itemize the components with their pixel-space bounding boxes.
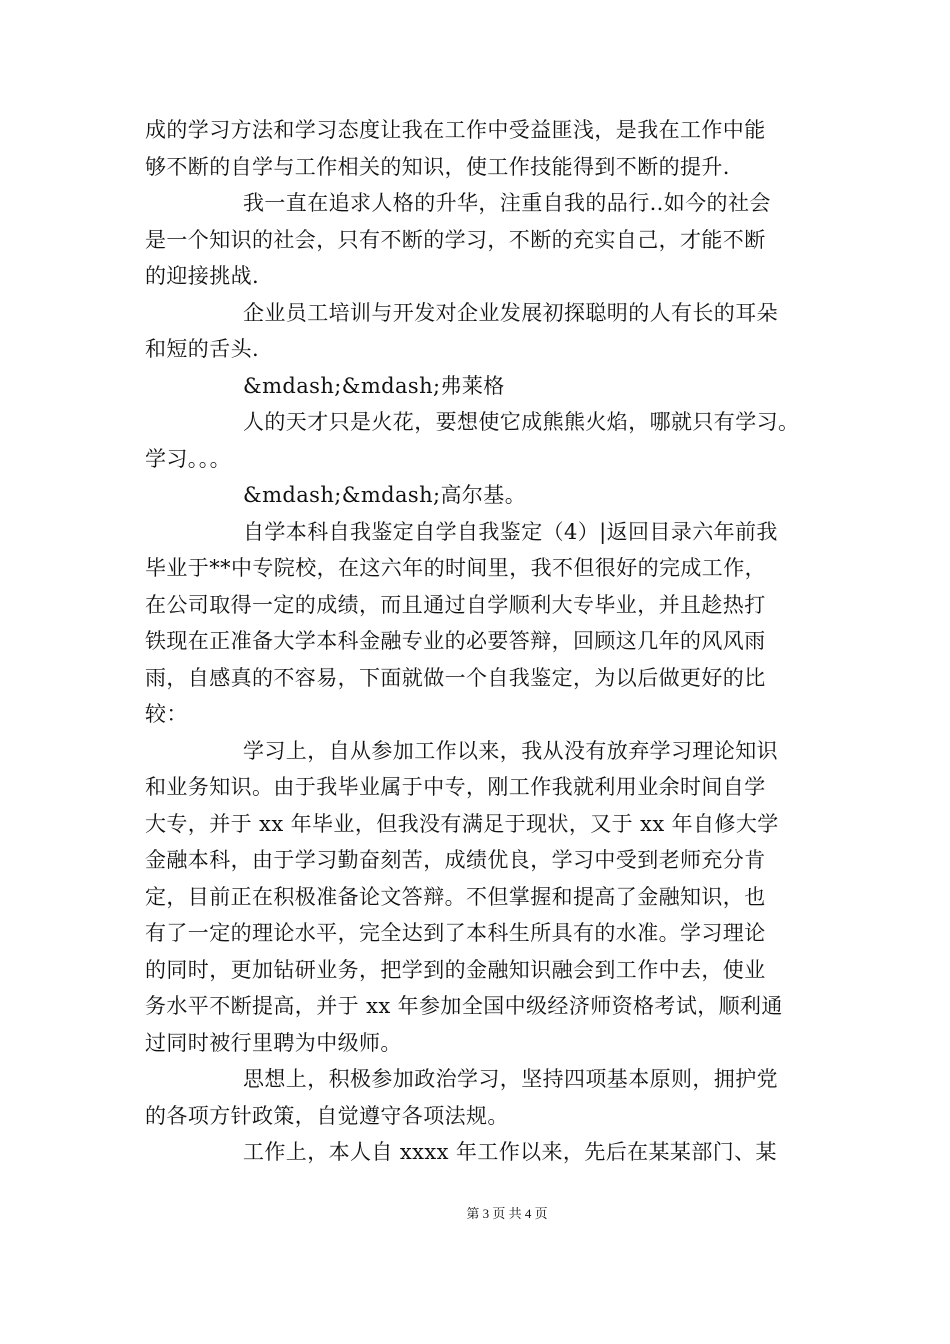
- text-line: 的各项方针政策，自觉遵守各项法规。: [145, 1103, 509, 1128]
- body-text: [145, 112, 810, 1171]
- text-line: 铁现在正准备大学本科金融专业的必要答辩，回顾这几年的风风雨: [145, 629, 766, 653]
- text-line: 自学本科自我鉴定自学自我鉴定（4）|返回目录六年前我: [243, 519, 778, 544]
- text-line: 企业员工培训与开发对企业发展初探聪明的人有长的耳朵: [243, 300, 778, 325]
- text-line: 金融本科，由于学习勤奋刻苦，成绩优良，学习中受到老师充分肯: [145, 848, 766, 872]
- text-line: 和短的舌头.: [145, 337, 260, 361]
- text-line: 雨，自感真的不容易，下面就做一个自我鉴定，为以后做更好的比: [145, 665, 766, 690]
- text-line: 人的天才只是火花，要想使它成熊熊火焰，哪就只有学习。: [243, 410, 800, 434]
- text-line: 过同时被行里聘为中级师。: [145, 1030, 402, 1055]
- text-line: 的同时，更加钻研业务，把学到的金融知识融会到工作中去，使业: [145, 957, 766, 982]
- text-line: 够不断的自学与工作相关的知识，使工作技能得到不断的提升.: [145, 154, 730, 179]
- page-footer: 第 3 页 共 4 页: [466, 1206, 548, 1221]
- text-line: 思想上，积极参加政治学习，坚持四项基本原则，拥护党: [243, 1067, 778, 1091]
- text-line: 和业务知识。由于我毕业属于中专，刚工作我就利用业余时间自学: [145, 775, 766, 799]
- text-line: 务水平不断提高，并于 xx 年参加全国中级经济师资格考试，顺利通: [145, 994, 783, 1018]
- text-line: &mdash;&mdash;弗莱格: [243, 373, 505, 398]
- text-line: 学习。。。: [145, 446, 231, 471]
- text-line: 是一个知识的社会，只有不断的学习，不断的充实自己，才能不断: [145, 227, 766, 252]
- text-line: 定，目前正在积极准备论文答辩。不但掌握和提高了金融知识，也: [145, 884, 766, 909]
- text-line: 的迎接挑战.: [145, 264, 260, 288]
- text-line: 工作上，本人自 xxxx 年工作以来，先后在某某部门、某: [243, 1140, 777, 1164]
- text-line: &mdash;&mdash;高尔基。: [243, 483, 527, 507]
- text-line: 我一直在追求人格的升华，注重自我的品行..如今的社会: [243, 191, 771, 215]
- text-line: 学习上，自从参加工作以来，我从没有放弃学习理论知识: [243, 738, 778, 763]
- text-line: 毕业于**中专院校，在这六年的时间里，我不但很好的完成工作，: [145, 556, 766, 580]
- text-line: 有了一定的理论水平，完全达到了本科生所具有的水准。学习理论: [145, 921, 766, 945]
- text-line: 成的学习方法和学习态度让我在工作中受益匪浅，是我在工作中能: [145, 118, 766, 142]
- text-line: 在公司取得一定的成绩，而且通过自学顺利大专毕业，并且趁热打: [145, 592, 766, 617]
- text-line: 较：: [145, 702, 188, 726]
- text-line: 大专，并于 xx 年毕业，但我没有满足于现状，又于 xx 年自修大学: [145, 811, 779, 836]
